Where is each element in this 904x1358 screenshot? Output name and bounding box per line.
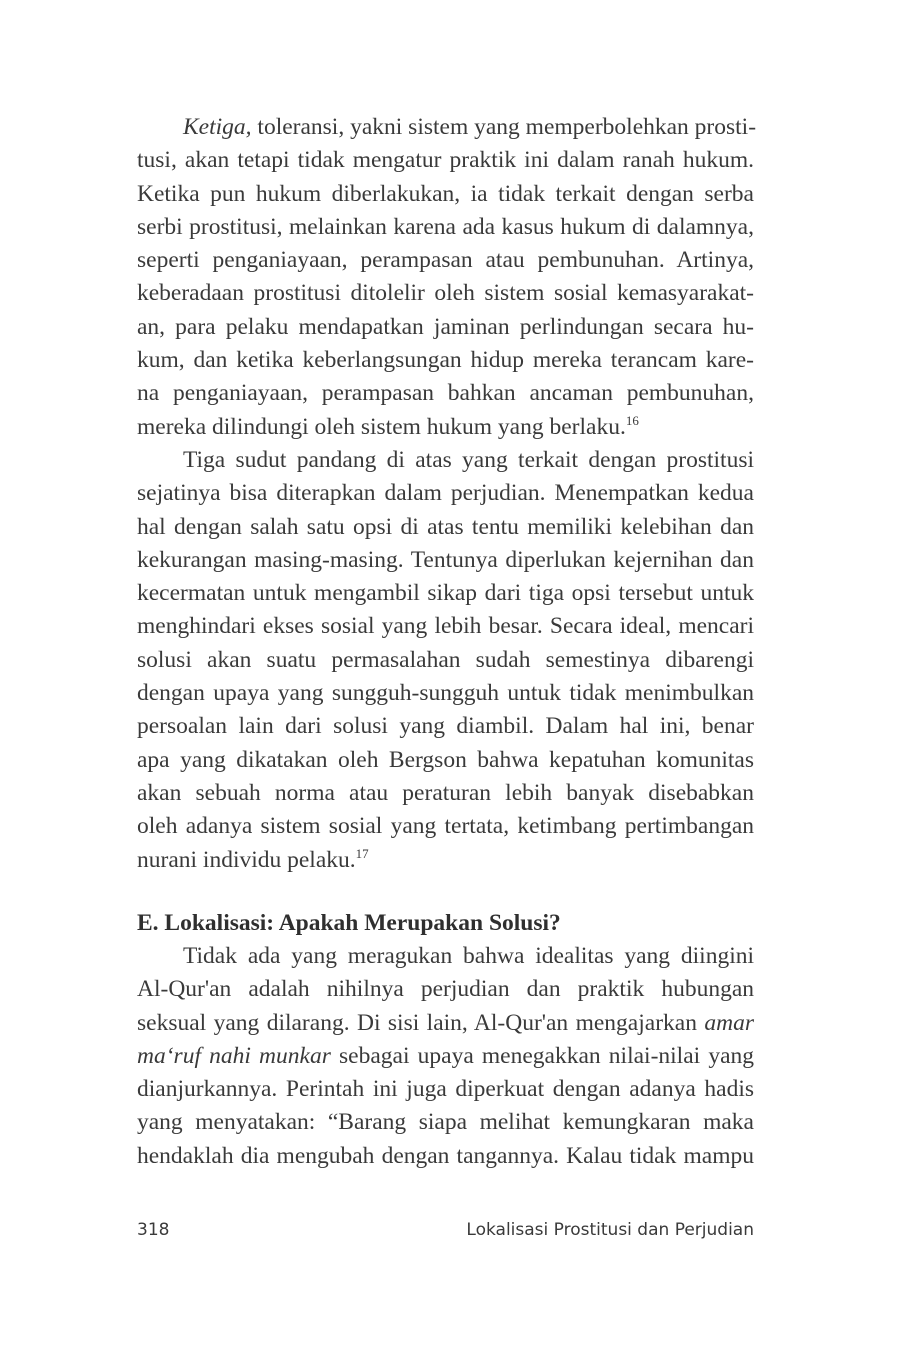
text-line: oleh adanya sistem sosial yang tertata, ketimbang pertimbangan (137, 813, 754, 840)
section-heading: E. Lokalisasi: Apakah Merupakan Solusi? (137, 910, 561, 936)
text-line: dengan upaya yang sungguh-sungguh untuk tidak menimbulkan (137, 680, 754, 707)
footnote-marker[interactable]: 17 (355, 845, 369, 861)
page-number: 318 (137, 1220, 170, 1240)
text-line: menghindari ekses sosial yang lebih besar. Secara ideal, mencari (137, 613, 754, 640)
text-line: kekurangan masing-masing. Tentunya diperlukan kejernihan dan (137, 546, 754, 573)
text-line: akan sebuah norma atau peraturan lebih banyak disebabkan (137, 779, 754, 806)
text-line: persoalan lain dari solusi yang diambil. Dalam hal ini, benar (137, 713, 754, 740)
text-line: Ketika pun hukum diberlakukan, ia tidak terkait dengan serba (137, 180, 754, 207)
text-line: kecermatan untuk mengambil sikap dari tiga opsi tersebut untuk (137, 580, 754, 607)
text-line: na penganiayaan, perampasan bahkan ancaman pembunuhan, (137, 380, 754, 407)
text-line: yang menyatakan: “Barang siapa melihat kemungkaran maka (137, 1109, 754, 1136)
italic-term: ma‘ruf nahi munkar (137, 1042, 331, 1069)
running-title: Lokalisasi Prostitusi dan Perjudian (466, 1220, 754, 1240)
text-line: nurani individu pelaku.$^{17}$ (137, 845, 369, 873)
text-line: solusi akan suatu permasalahan sudah semestinya dibarengi (137, 646, 754, 673)
text-line: Tidak ada yang meragukan bahwa idealitas yang diingini (183, 943, 754, 969)
text-line: Al-Qur'an adalah nihilnya perjudian dan praktik hubungan (137, 976, 754, 1003)
text-line: ma‘ruf nahi munkar sebagai upaya menegakkan nilai-nilai yang (137, 1042, 754, 1069)
text-line: sejatinya bisa diterapkan dalam perjudian. Menempatkan kedua (137, 480, 754, 507)
text-line: an, para pelaku mendapatkan jaminan perlindungan secara hu- (137, 313, 754, 340)
text-line: apa yang dikatakan oleh Bergson bahwa kepatuhan komunitas (137, 746, 754, 773)
text-line: seperti penganiayaan, perampasan atau pembunuhan. Artinya, (137, 247, 754, 274)
text-line: serbi prostitusi, melainkan karena ada kasus hukum di dalamnya, (137, 213, 754, 240)
text-line: Tiga sudut pandang di atas yang terkait dengan prostitusi (183, 447, 754, 473)
paragraph-toleransi (137, 111, 757, 444)
italic-term: amar (704, 1009, 754, 1036)
text-line: mereka dilindungi oleh sistem hukum yang berlaku.$^{16}$ (137, 412, 639, 440)
text-line: seksual yang dilarang. Di sisi lain, Al-Qur'an mengajarkan amar (137, 1009, 754, 1036)
text-line: tusi, akan tetapi tidak mengatur praktik ini dalam ranah hukum. (137, 147, 754, 174)
text-line: kum, dan ketika keberlangsungan hidup mereka terancam kare- (137, 347, 754, 374)
text-line: Ketiga, toleransi, yakni sistem yang memperbolehkan prosti- (183, 114, 757, 140)
text-line: keberadaan prostitusi ditolelir oleh sistem sosial kemasyarakat- (137, 280, 754, 307)
text-line: hal dengan salah satu opsi di atas tentu memiliki kelebihan dan (137, 513, 754, 540)
text-line: dianjurkannya. Perintah ini juga diperkuat dengan adanya hadis (137, 1076, 754, 1103)
footnote-marker[interactable]: 16 (625, 412, 639, 428)
italic-term: Ketiga, (183, 114, 252, 140)
paragraph-lokalisasi (137, 940, 754, 1173)
text-line: hendaklah dia mengubah dengan tangannya. Kalau tidak mampu (137, 1142, 754, 1169)
paragraph-tiga-sudut-pandang (137, 444, 754, 877)
